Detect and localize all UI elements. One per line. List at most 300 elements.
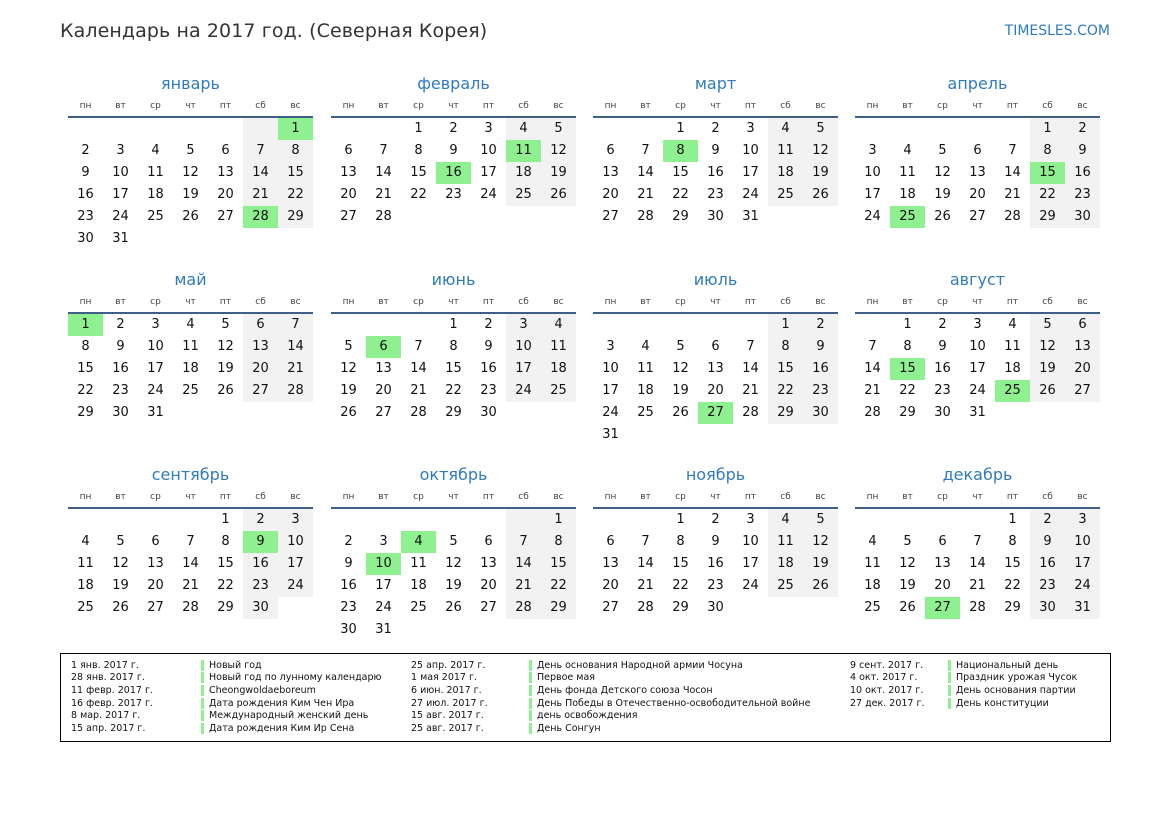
day-cell[interactable]: 15 xyxy=(672,165,689,180)
day-cell[interactable]: 4 xyxy=(641,339,650,354)
day-cell[interactable]: 19 xyxy=(803,162,838,184)
day-cell[interactable]: 14 xyxy=(375,165,392,180)
day-cell[interactable]: 19 xyxy=(934,187,951,202)
day-cell[interactable]: 24 xyxy=(112,209,129,224)
day-cell[interactable]: 2 xyxy=(344,534,353,549)
day-cell[interactable]: 7 xyxy=(506,531,541,553)
day-cell[interactable]: 8 xyxy=(414,143,423,158)
holiday-day-cell[interactable]: 1 xyxy=(68,314,103,336)
day-cell[interactable]: 20 xyxy=(934,578,951,593)
holiday-day-cell[interactable]: 11 xyxy=(506,140,541,162)
day-cell[interactable]: 28 xyxy=(410,405,427,420)
day-cell[interactable]: 24 xyxy=(864,209,881,224)
day-cell[interactable]: 23 xyxy=(1030,575,1065,597)
day-cell[interactable]: 21 xyxy=(637,187,654,202)
day-cell[interactable]: 17 xyxy=(112,187,129,202)
holiday-day-cell[interactable]: 25 xyxy=(890,206,925,228)
day-cell[interactable]: 5 xyxy=(803,509,838,531)
day-cell[interactable]: 13 xyxy=(217,165,234,180)
day-cell[interactable]: 3 xyxy=(151,317,160,332)
day-cell[interactable]: 18 xyxy=(182,361,199,376)
day-cell[interactable]: 10 xyxy=(480,143,497,158)
day-cell[interactable]: 5 xyxy=(903,534,912,549)
day-cell[interactable]: 21 xyxy=(1004,187,1021,202)
day-cell[interactable]: 9 xyxy=(81,165,90,180)
day-cell[interactable]: 4 xyxy=(186,317,195,332)
day-cell[interactable]: 6 xyxy=(243,314,278,336)
day-cell[interactable]: 18 xyxy=(147,187,164,202)
day-cell[interactable]: 15 xyxy=(278,162,313,184)
day-cell[interactable]: 22 xyxy=(899,383,916,398)
day-cell[interactable]: 27 xyxy=(375,405,392,420)
day-cell[interactable]: 22 xyxy=(541,575,576,597)
day-cell[interactable]: 2 xyxy=(1065,118,1100,140)
day-cell[interactable]: 24 xyxy=(602,405,619,420)
day-cell[interactable]: 27 xyxy=(1065,380,1100,402)
day-cell[interactable]: 28 xyxy=(637,600,654,615)
day-cell[interactable]: 31 xyxy=(375,622,392,637)
day-cell[interactable]: 19 xyxy=(803,553,838,575)
day-cell[interactable]: 12 xyxy=(112,556,129,571)
holiday-day-cell[interactable]: 15 xyxy=(1030,162,1065,184)
day-cell[interactable]: 24 xyxy=(375,600,392,615)
day-cell[interactable]: 16 xyxy=(934,361,951,376)
day-cell[interactable]: 3 xyxy=(484,121,493,136)
day-cell[interactable]: 21 xyxy=(864,383,881,398)
day-cell[interactable]: 10 xyxy=(969,339,986,354)
day-cell[interactable]: 3 xyxy=(116,143,125,158)
day-cell[interactable]: 20 xyxy=(147,578,164,593)
day-cell[interactable]: 19 xyxy=(541,162,576,184)
day-cell[interactable]: 24 xyxy=(742,187,759,202)
day-cell[interactable]: 11 xyxy=(541,336,576,358)
day-cell[interactable]: 2 xyxy=(484,317,493,332)
day-cell[interactable]: 25 xyxy=(864,600,881,615)
day-cell[interactable]: 30 xyxy=(803,402,838,424)
day-cell[interactable]: 5 xyxy=(541,118,576,140)
day-cell[interactable]: 28 xyxy=(375,209,392,224)
day-cell[interactable]: 1 xyxy=(768,314,803,336)
day-cell[interactable]: 1 xyxy=(414,121,423,136)
day-cell[interactable]: 7 xyxy=(414,339,423,354)
day-cell[interactable]: 16 xyxy=(112,361,129,376)
day-cell[interactable]: 18 xyxy=(637,383,654,398)
day-cell[interactable]: 3 xyxy=(868,143,877,158)
day-cell[interactable]: 7 xyxy=(868,339,877,354)
day-cell[interactable]: 26 xyxy=(541,184,576,206)
day-cell[interactable]: 19 xyxy=(1030,358,1065,380)
day-cell[interactable]: 8 xyxy=(768,336,803,358)
day-cell[interactable]: 13 xyxy=(243,336,278,358)
day-cell[interactable]: 31 xyxy=(1065,597,1100,619)
day-cell[interactable]: 4 xyxy=(541,314,576,336)
day-cell[interactable]: 26 xyxy=(1030,380,1065,402)
day-cell[interactable]: 1 xyxy=(1030,118,1065,140)
day-cell[interactable]: 23 xyxy=(77,209,94,224)
day-cell[interactable]: 25 xyxy=(768,184,803,206)
day-cell[interactable]: 5 xyxy=(938,143,947,158)
day-cell[interactable]: 1 xyxy=(903,317,912,332)
day-cell[interactable]: 22 xyxy=(1030,184,1065,206)
day-cell[interactable]: 24 xyxy=(742,578,759,593)
day-cell[interactable]: 17 xyxy=(278,553,313,575)
day-cell[interactable]: 10 xyxy=(147,339,164,354)
day-cell[interactable]: 23 xyxy=(934,383,951,398)
day-cell[interactable]: 31 xyxy=(147,405,164,420)
holiday-day-cell[interactable]: 10 xyxy=(366,553,401,575)
day-cell[interactable]: 29 xyxy=(768,402,803,424)
day-cell[interactable]: 9 xyxy=(1065,140,1100,162)
day-cell[interactable]: 30 xyxy=(934,405,951,420)
day-cell[interactable]: 7 xyxy=(1008,143,1017,158)
day-cell[interactable]: 22 xyxy=(278,184,313,206)
day-cell[interactable]: 27 xyxy=(243,380,278,402)
day-cell[interactable]: 9 xyxy=(484,339,493,354)
holiday-day-cell[interactable]: 28 xyxy=(243,206,278,228)
day-cell[interactable]: 5 xyxy=(676,339,685,354)
day-cell[interactable]: 2 xyxy=(803,314,838,336)
day-cell[interactable]: 24 xyxy=(278,575,313,597)
day-cell[interactable]: 15 xyxy=(1004,556,1021,571)
day-cell[interactable]: 26 xyxy=(445,600,462,615)
day-cell[interactable]: 20 xyxy=(340,187,357,202)
day-cell[interactable]: 24 xyxy=(506,380,541,402)
day-cell[interactable]: 15 xyxy=(410,165,427,180)
holiday-day-cell[interactable]: 27 xyxy=(925,597,960,619)
day-cell[interactable]: 27 xyxy=(969,209,986,224)
day-cell[interactable]: 25 xyxy=(182,383,199,398)
day-cell[interactable]: 9 xyxy=(1030,531,1065,553)
day-cell[interactable]: 4 xyxy=(151,143,160,158)
day-cell[interactable]: 16 xyxy=(340,578,357,593)
day-cell[interactable]: 9 xyxy=(116,339,125,354)
day-cell[interactable]: 17 xyxy=(864,187,881,202)
day-cell[interactable]: 16 xyxy=(480,361,497,376)
day-cell[interactable]: 31 xyxy=(742,209,759,224)
day-cell[interactable]: 27 xyxy=(217,209,234,224)
day-cell[interactable]: 29 xyxy=(672,209,689,224)
day-cell[interactable]: 13 xyxy=(707,361,724,376)
day-cell[interactable]: 23 xyxy=(112,383,129,398)
day-cell[interactable]: 30 xyxy=(77,231,94,246)
day-cell[interactable]: 14 xyxy=(637,556,654,571)
holiday-day-cell[interactable]: 9 xyxy=(243,531,278,553)
day-cell[interactable]: 21 xyxy=(182,578,199,593)
day-cell[interactable]: 28 xyxy=(182,600,199,615)
day-cell[interactable]: 16 xyxy=(707,556,724,571)
day-cell[interactable]: 6 xyxy=(606,143,615,158)
day-cell[interactable]: 3 xyxy=(1065,509,1100,531)
day-cell[interactable]: 3 xyxy=(746,512,755,527)
day-cell[interactable]: 12 xyxy=(803,531,838,553)
day-cell[interactable]: 17 xyxy=(1065,553,1100,575)
day-cell[interactable]: 22 xyxy=(768,380,803,402)
day-cell[interactable]: 26 xyxy=(803,184,838,206)
day-cell[interactable]: 18 xyxy=(768,553,803,575)
day-cell[interactable]: 6 xyxy=(221,143,230,158)
day-cell[interactable]: 18 xyxy=(1004,361,1021,376)
day-cell[interactable]: 6 xyxy=(1065,314,1100,336)
day-cell[interactable]: 3 xyxy=(606,339,615,354)
day-cell[interactable]: 1 xyxy=(676,121,685,136)
day-cell[interactable]: 10 xyxy=(602,361,619,376)
day-cell[interactable]: 2 xyxy=(711,512,720,527)
day-cell[interactable]: 12 xyxy=(182,165,199,180)
day-cell[interactable]: 25 xyxy=(147,209,164,224)
day-cell[interactable]: 27 xyxy=(480,600,497,615)
day-cell[interactable]: 24 xyxy=(147,383,164,398)
holiday-day-cell[interactable]: 8 xyxy=(663,140,698,162)
day-cell[interactable]: 21 xyxy=(375,187,392,202)
day-cell[interactable]: 13 xyxy=(934,556,951,571)
day-cell[interactable]: 9 xyxy=(449,143,458,158)
day-cell[interactable]: 8 xyxy=(449,339,458,354)
day-cell[interactable]: 23 xyxy=(480,383,497,398)
day-cell[interactable]: 15 xyxy=(672,556,689,571)
day-cell[interactable]: 29 xyxy=(77,405,94,420)
day-cell[interactable]: 22 xyxy=(445,383,462,398)
day-cell[interactable]: 7 xyxy=(641,534,650,549)
day-cell[interactable]: 30 xyxy=(1030,597,1065,619)
day-cell[interactable]: 10 xyxy=(742,534,759,549)
day-cell[interactable]: 22 xyxy=(1004,578,1021,593)
day-cell[interactable]: 21 xyxy=(637,578,654,593)
day-cell[interactable]: 8 xyxy=(541,531,576,553)
day-cell[interactable]: 9 xyxy=(711,534,720,549)
day-cell[interactable]: 17 xyxy=(742,165,759,180)
day-cell[interactable]: 2 xyxy=(711,121,720,136)
day-cell[interactable]: 17 xyxy=(742,556,759,571)
day-cell[interactable]: 25 xyxy=(637,405,654,420)
day-cell[interactable]: 11 xyxy=(768,140,803,162)
day-cell[interactable]: 14 xyxy=(969,556,986,571)
day-cell[interactable]: 23 xyxy=(803,380,838,402)
day-cell[interactable]: 21 xyxy=(243,184,278,206)
day-cell[interactable]: 26 xyxy=(217,383,234,398)
day-cell[interactable]: 28 xyxy=(864,405,881,420)
day-cell[interactable]: 10 xyxy=(1065,531,1100,553)
day-cell[interactable]: 24 xyxy=(480,187,497,202)
day-cell[interactable]: 8 xyxy=(676,534,685,549)
day-cell[interactable]: 22 xyxy=(672,187,689,202)
day-cell[interactable]: 4 xyxy=(81,534,90,549)
day-cell[interactable]: 25 xyxy=(410,600,427,615)
day-cell[interactable]: 4 xyxy=(506,118,541,140)
day-cell[interactable]: 24 xyxy=(1065,575,1100,597)
day-cell[interactable]: 18 xyxy=(864,578,881,593)
day-cell[interactable]: 31 xyxy=(112,231,129,246)
day-cell[interactable]: 20 xyxy=(375,383,392,398)
day-cell[interactable]: 4 xyxy=(1008,317,1017,332)
day-cell[interactable]: 19 xyxy=(182,187,199,202)
day-cell[interactable]: 16 xyxy=(707,165,724,180)
day-cell[interactable]: 7 xyxy=(746,339,755,354)
day-cell[interactable]: 8 xyxy=(903,339,912,354)
day-cell[interactable]: 28 xyxy=(1004,209,1021,224)
day-cell[interactable]: 5 xyxy=(186,143,195,158)
day-cell[interactable]: 29 xyxy=(445,405,462,420)
day-cell[interactable]: 13 xyxy=(480,556,497,571)
day-cell[interactable]: 8 xyxy=(81,339,90,354)
day-cell[interactable]: 15 xyxy=(541,553,576,575)
day-cell[interactable]: 14 xyxy=(410,361,427,376)
day-cell[interactable]: 13 xyxy=(1065,336,1100,358)
day-cell[interactable]: 5 xyxy=(803,118,838,140)
day-cell[interactable]: 5 xyxy=(344,339,353,354)
day-cell[interactable]: 9 xyxy=(803,336,838,358)
day-cell[interactable]: 3 xyxy=(746,121,755,136)
day-cell[interactable]: 25 xyxy=(77,600,94,615)
day-cell[interactable]: 22 xyxy=(672,578,689,593)
day-cell[interactable]: 29 xyxy=(278,206,313,228)
day-cell[interactable]: 13 xyxy=(602,165,619,180)
day-cell[interactable]: 20 xyxy=(969,187,986,202)
day-cell[interactable]: 15 xyxy=(445,361,462,376)
day-cell[interactable]: 11 xyxy=(410,556,427,571)
day-cell[interactable]: 11 xyxy=(182,339,199,354)
day-cell[interactable]: 12 xyxy=(217,339,234,354)
day-cell[interactable]: 23 xyxy=(243,575,278,597)
brand-link[interactable]: TIMESLES.COM xyxy=(1004,23,1110,39)
day-cell[interactable]: 17 xyxy=(375,578,392,593)
day-cell[interactable]: 29 xyxy=(217,600,234,615)
day-cell[interactable]: 25 xyxy=(768,575,803,597)
day-cell[interactable]: 9 xyxy=(344,556,353,571)
day-cell[interactable]: 14 xyxy=(742,361,759,376)
day-cell[interactable]: 21 xyxy=(278,358,313,380)
day-cell[interactable]: 1 xyxy=(541,509,576,531)
day-cell[interactable]: 6 xyxy=(711,339,720,354)
day-cell[interactable]: 22 xyxy=(217,578,234,593)
day-cell[interactable]: 6 xyxy=(606,534,615,549)
day-cell[interactable]: 11 xyxy=(77,556,94,571)
day-cell[interactable]: 2 xyxy=(449,121,458,136)
day-cell[interactable]: 29 xyxy=(899,405,916,420)
day-cell[interactable]: 7 xyxy=(973,534,982,549)
day-cell[interactable]: 2 xyxy=(243,509,278,531)
day-cell[interactable]: 14 xyxy=(182,556,199,571)
day-cell[interactable]: 15 xyxy=(768,358,803,380)
day-cell[interactable]: 6 xyxy=(344,143,353,158)
holiday-day-cell[interactable]: 16 xyxy=(436,162,471,184)
day-cell[interactable]: 23 xyxy=(340,600,357,615)
day-cell[interactable]: 7 xyxy=(243,140,278,162)
day-cell[interactable]: 21 xyxy=(742,383,759,398)
day-cell[interactable]: 4 xyxy=(903,143,912,158)
day-cell[interactable]: 16 xyxy=(243,553,278,575)
day-cell[interactable]: 26 xyxy=(340,405,357,420)
day-cell[interactable]: 9 xyxy=(938,339,947,354)
day-cell[interactable]: 18 xyxy=(899,187,916,202)
day-cell[interactable]: 17 xyxy=(480,165,497,180)
day-cell[interactable]: 21 xyxy=(969,578,986,593)
day-cell[interactable]: 30 xyxy=(112,405,129,420)
day-cell[interactable]: 7 xyxy=(278,314,313,336)
day-cell[interactable]: 18 xyxy=(410,578,427,593)
day-cell[interactable]: 4 xyxy=(868,534,877,549)
day-cell[interactable]: 28 xyxy=(742,405,759,420)
day-cell[interactable]: 5 xyxy=(116,534,125,549)
day-cell[interactable]: 11 xyxy=(637,361,654,376)
day-cell[interactable]: 14 xyxy=(506,553,541,575)
day-cell[interactable]: 19 xyxy=(672,383,689,398)
day-cell[interactable]: 11 xyxy=(899,165,916,180)
day-cell[interactable]: 6 xyxy=(151,534,160,549)
day-cell[interactable]: 18 xyxy=(77,578,94,593)
day-cell[interactable]: 29 xyxy=(672,600,689,615)
day-cell[interactable]: 14 xyxy=(278,336,313,358)
day-cell[interactable]: 13 xyxy=(375,361,392,376)
holiday-day-cell[interactable]: 4 xyxy=(401,531,436,553)
day-cell[interactable]: 1 xyxy=(449,317,458,332)
day-cell[interactable]: 22 xyxy=(410,187,427,202)
day-cell[interactable]: 20 xyxy=(602,187,619,202)
day-cell[interactable]: 12 xyxy=(1030,336,1065,358)
day-cell[interactable]: 23 xyxy=(707,578,724,593)
day-cell[interactable]: 4 xyxy=(768,509,803,531)
day-cell[interactable]: 2 xyxy=(116,317,125,332)
day-cell[interactable]: 8 xyxy=(1008,534,1017,549)
day-cell[interactable]: 18 xyxy=(541,358,576,380)
day-cell[interactable]: 8 xyxy=(221,534,230,549)
day-cell[interactable]: 2 xyxy=(1030,509,1065,531)
day-cell[interactable]: 8 xyxy=(278,140,313,162)
day-cell[interactable]: 15 xyxy=(77,361,94,376)
day-cell[interactable]: 5 xyxy=(449,534,458,549)
day-cell[interactable]: 12 xyxy=(340,361,357,376)
day-cell[interactable]: 14 xyxy=(243,162,278,184)
day-cell[interactable]: 14 xyxy=(864,361,881,376)
day-cell[interactable]: 30 xyxy=(707,209,724,224)
day-cell[interactable]: 23 xyxy=(707,187,724,202)
holiday-day-cell[interactable]: 15 xyxy=(890,358,925,380)
day-cell[interactable]: 6 xyxy=(938,534,947,549)
day-cell[interactable]: 16 xyxy=(77,187,94,202)
day-cell[interactable]: 24 xyxy=(969,383,986,398)
day-cell[interactable]: 17 xyxy=(969,361,986,376)
day-cell[interactable]: 23 xyxy=(1065,184,1100,206)
day-cell[interactable]: 29 xyxy=(1030,206,1065,228)
day-cell[interactable]: 13 xyxy=(602,556,619,571)
day-cell[interactable]: 11 xyxy=(768,531,803,553)
day-cell[interactable]: 26 xyxy=(112,600,129,615)
day-cell[interactable]: 26 xyxy=(803,575,838,597)
day-cell[interactable]: 6 xyxy=(973,143,982,158)
day-cell[interactable]: 1 xyxy=(1008,512,1017,527)
holiday-day-cell[interactable]: 25 xyxy=(995,380,1030,402)
day-cell[interactable]: 9 xyxy=(711,143,720,158)
day-cell[interactable]: 4 xyxy=(768,118,803,140)
day-cell[interactable]: 21 xyxy=(506,575,541,597)
day-cell[interactable]: 13 xyxy=(147,556,164,571)
day-cell[interactable]: 17 xyxy=(147,361,164,376)
day-cell[interactable]: 3 xyxy=(506,314,541,336)
day-cell[interactable]: 10 xyxy=(506,336,541,358)
holiday-day-cell[interactable]: 6 xyxy=(366,336,401,358)
day-cell[interactable]: 3 xyxy=(379,534,388,549)
day-cell[interactable]: 21 xyxy=(410,383,427,398)
day-cell[interactable]: 14 xyxy=(1004,165,1021,180)
day-cell[interactable]: 20 xyxy=(480,578,497,593)
day-cell[interactable]: 16 xyxy=(1030,553,1065,575)
day-cell[interactable]: 19 xyxy=(112,578,129,593)
day-cell[interactable]: 31 xyxy=(969,405,986,420)
day-cell[interactable]: 28 xyxy=(278,380,313,402)
day-cell[interactable]: 10 xyxy=(112,165,129,180)
day-cell[interactable]: 26 xyxy=(899,600,916,615)
day-cell[interactable]: 27 xyxy=(602,209,619,224)
day-cell[interactable]: 2 xyxy=(81,143,90,158)
